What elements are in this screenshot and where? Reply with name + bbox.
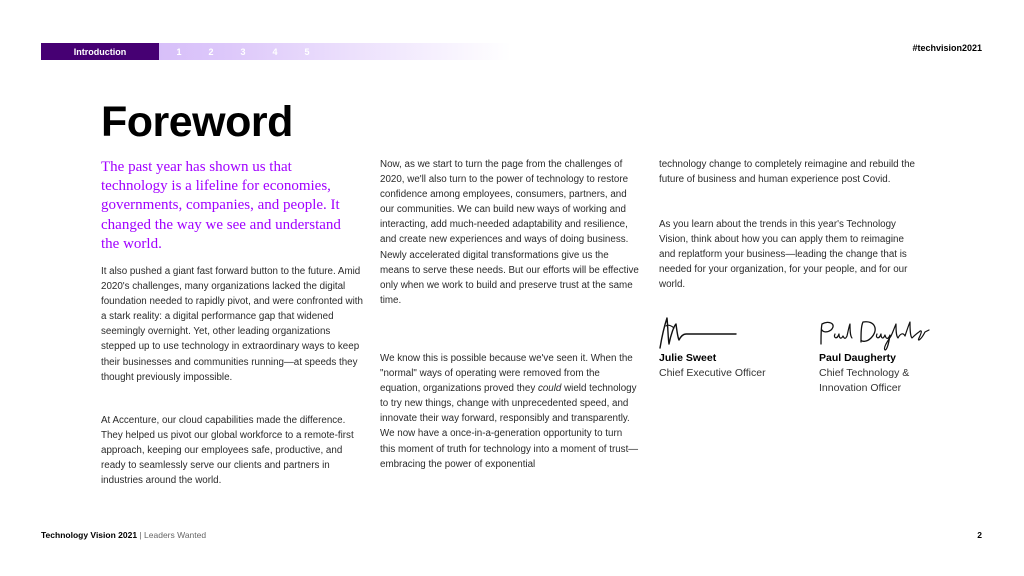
signer-name-julie-sweet: Julie Sweet — [659, 352, 717, 364]
emphasis-could: could — [537, 383, 562, 395]
page-number: 2 — [977, 530, 982, 540]
footer-subtitle: Leaders Wanted — [144, 530, 207, 540]
signer-title-paul-daugherty-line2: Innovation Officer — [819, 382, 902, 394]
nav-tab-1[interactable]: 1 — [176, 46, 182, 57]
signer-title-paul-daugherty-line1: Chief Technology & — [819, 367, 910, 379]
section-nav — [41, 43, 511, 60]
col3-paragraph-1: technology change to completely reimagine and rebuild the future of business and human experience post Covid. — [659, 159, 915, 186]
lead-paragraph: The past year has shown us that technology is a lifeline for economies, governments, companies, and people. It changed the way we see and understand the world. — [101, 159, 341, 252]
signer-name-paul-daugherty: Paul Daugherty — [819, 352, 897, 364]
footer — [41, 530, 206, 540]
footer-separator: | — [139, 530, 142, 540]
nav-tab-5[interactable]: 5 — [304, 46, 310, 57]
signer-title-julie-sweet: Chief Executive Officer — [659, 367, 766, 379]
col2-paragraph-2: We know this is possible because we've seen it. When the "normal" ways of operating were removed from the equation, organizations proved they could wield technology to try new things, change with unprecedented speed, and innovate their way forward, responsibly and transparently. We now have a once-in-a-generation opportunity to turn this moment of truth for technology into a moment of trust—embracing the power of exponential — [380, 353, 639, 470]
julie-sweet-signature — [656, 314, 740, 350]
paul-daugherty-signature — [815, 318, 935, 352]
footer-report-title: Technology Vision 2021 — [41, 530, 138, 540]
col3-paragraph-2: As you learn about the trends in this year's Technology Vision, think about how you can apply them to reimagine and replatform your business—leading the change that is needed for your organization, for your people, and for our world. — [659, 219, 908, 291]
col2-paragraph-1: Now, as we start to turn the page from the challenges of 2020, we'll also turn to the power of technology to restore confidence among employees, consumers, partners, and our communities. We can build new ways of working and interacting, add much-needed adaptability and resilience, and create new experiences and ways of doing business. Newly accelerated digital transformations give us the means to serve these needs. But our efforts will be effective only when we work to build and preserve trust at the same time. — [380, 159, 639, 306]
nav-tab-4[interactable]: 4 — [272, 46, 278, 57]
nav-tab-introduction[interactable]: Introduction — [41, 43, 159, 60]
col1-paragraph-2: At Accenture, our cloud capabilities made the difference. They helped us pivot our global workforce to a remote-first approach, keeping our employees safe, productive, and ready to seamlessly serve our clients and partners in industries around the world. — [101, 415, 354, 487]
col1-paragraph-1: It also pushed a giant fast forward button to the future. Amid 2020's challenges, many organizations lacked the digital foundation needed to rapidly pivot, and were confronted with a stark reality: a digital performance gap that widened seemingly overnight. Yet, other leading organizations stepped up to use technology in extraordinary ways to keep their businesses and communities running—at speeds they thought previously impossible. — [101, 266, 363, 383]
page-title: Foreword — [101, 98, 293, 146]
hashtag: #techvision2021 — [912, 43, 982, 53]
nav-tab-2[interactable]: 2 — [208, 46, 214, 57]
nav-tab-3[interactable]: 3 — [240, 46, 246, 57]
